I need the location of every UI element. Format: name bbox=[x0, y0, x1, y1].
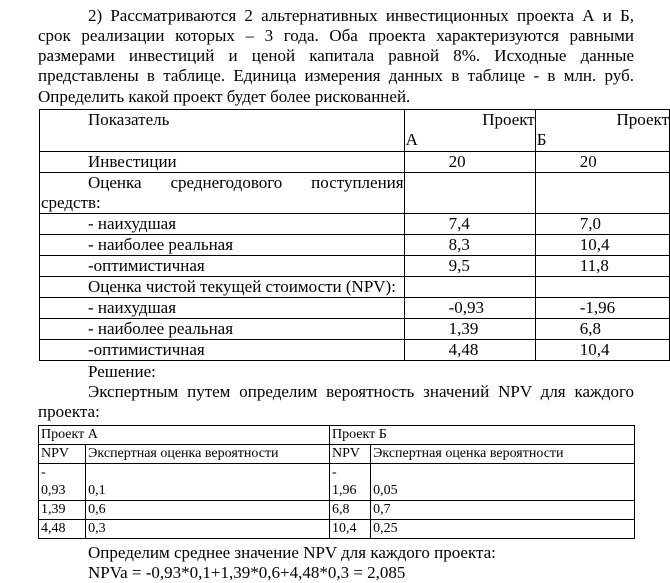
solution-label: Решение: bbox=[88, 362, 156, 381]
row-label: - наихудшая bbox=[40, 214, 405, 235]
npv-cell: 6,8 bbox=[330, 501, 371, 520]
prob-header-b: Экспертная оценка вероятности bbox=[371, 445, 635, 464]
prob-cell: 0,1 bbox=[86, 464, 330, 501]
npv-header-a: NPV bbox=[39, 445, 86, 464]
cell-value: 4,48 bbox=[404, 340, 535, 361]
cell-value: 10,4 bbox=[535, 340, 669, 361]
expert-line-2: проекта: bbox=[38, 402, 100, 421]
cell-value: 7,0 bbox=[535, 214, 669, 235]
formula-npv-a: NPVa = -0,93*0,1+1,39*0,6+4,48*0,3 = 2,085 bbox=[88, 563, 406, 582]
cell-value: -1,96 bbox=[535, 298, 669, 319]
prob-cell: 0,3 bbox=[86, 520, 330, 539]
npv-cell: 1,39 bbox=[39, 501, 86, 520]
project-b-title: Проект Б bbox=[330, 426, 635, 445]
cell-value: 7,4 bbox=[404, 214, 535, 235]
cell-value: -0,93 bbox=[404, 298, 535, 319]
row-label: - наиболее реальная bbox=[40, 319, 405, 340]
cell-value: 9,5 bbox=[404, 256, 535, 277]
prob-cell: 0,6 bbox=[86, 501, 330, 520]
cell-value: 8,3 bbox=[404, 235, 535, 256]
cell-value: 6,8 bbox=[535, 319, 669, 340]
expert-line-1: Экспертным путем определим вероятность значений NPV для каждого bbox=[88, 382, 634, 401]
npv-cell: - 1,96 bbox=[330, 464, 371, 501]
cell-value: 1,39 bbox=[404, 319, 535, 340]
section-title-npv: Оценка чистой текущей стоимости (NPV): bbox=[40, 277, 405, 298]
npv-cell: 10,4 bbox=[330, 520, 371, 539]
row-label: -оптимистичная bbox=[40, 256, 405, 277]
cell-value: 20 bbox=[535, 152, 669, 173]
cell-value: 10,4 bbox=[535, 235, 669, 256]
row-label: - наиболее реальная bbox=[40, 235, 405, 256]
intro-line-4: представлены в таблице. Единица измерения данных в таблице - в млн. руб. bbox=[38, 66, 634, 85]
row-label: - наихудшая bbox=[40, 298, 405, 319]
intro-line-5: Определить какой проект будет более рискованней. bbox=[38, 87, 411, 106]
intro-line-1: 2) Рассматриваются 2 альтернативных инвестиционных проекта А и Б, bbox=[88, 6, 634, 25]
prob-cell: 0,25 bbox=[371, 520, 635, 539]
row-label: -оптимистичная bbox=[40, 340, 405, 361]
row-label: Инвестиции bbox=[40, 152, 405, 173]
project-a-title: Проект А bbox=[39, 426, 330, 445]
header-project-b: Проект Б bbox=[535, 110, 669, 152]
header-indicator: Показатель bbox=[40, 110, 405, 152]
cell-value: 20 bbox=[404, 152, 535, 173]
prob-cell: 0,7 bbox=[371, 501, 635, 520]
intro-line-2: срок реализации которых – 3 года. Оба проекта характеризуются равными bbox=[38, 26, 634, 45]
cell-value: 11,8 bbox=[535, 256, 669, 277]
npv-cell: 4,48 bbox=[39, 520, 86, 539]
npv-header-b: NPV bbox=[330, 445, 371, 464]
probability-table bbox=[38, 425, 635, 539]
header-project-a: Проект А bbox=[404, 110, 535, 152]
npv-cell: - 0,93 bbox=[39, 464, 86, 501]
prob-header-a: Экспертная оценка вероятности bbox=[86, 445, 330, 464]
prob-cell: 0,05 bbox=[371, 464, 635, 501]
section-title-cash-flow: Оценка среднегодового поступления средств: bbox=[41, 173, 404, 212]
mean-npv-text: Определим среднее значение NPV для каждого проекта: bbox=[88, 543, 496, 562]
intro-line-3: размерами инвестиций и ценой капитала равной 8%. Исходные данные bbox=[38, 46, 634, 65]
source-data-table bbox=[39, 109, 670, 361]
